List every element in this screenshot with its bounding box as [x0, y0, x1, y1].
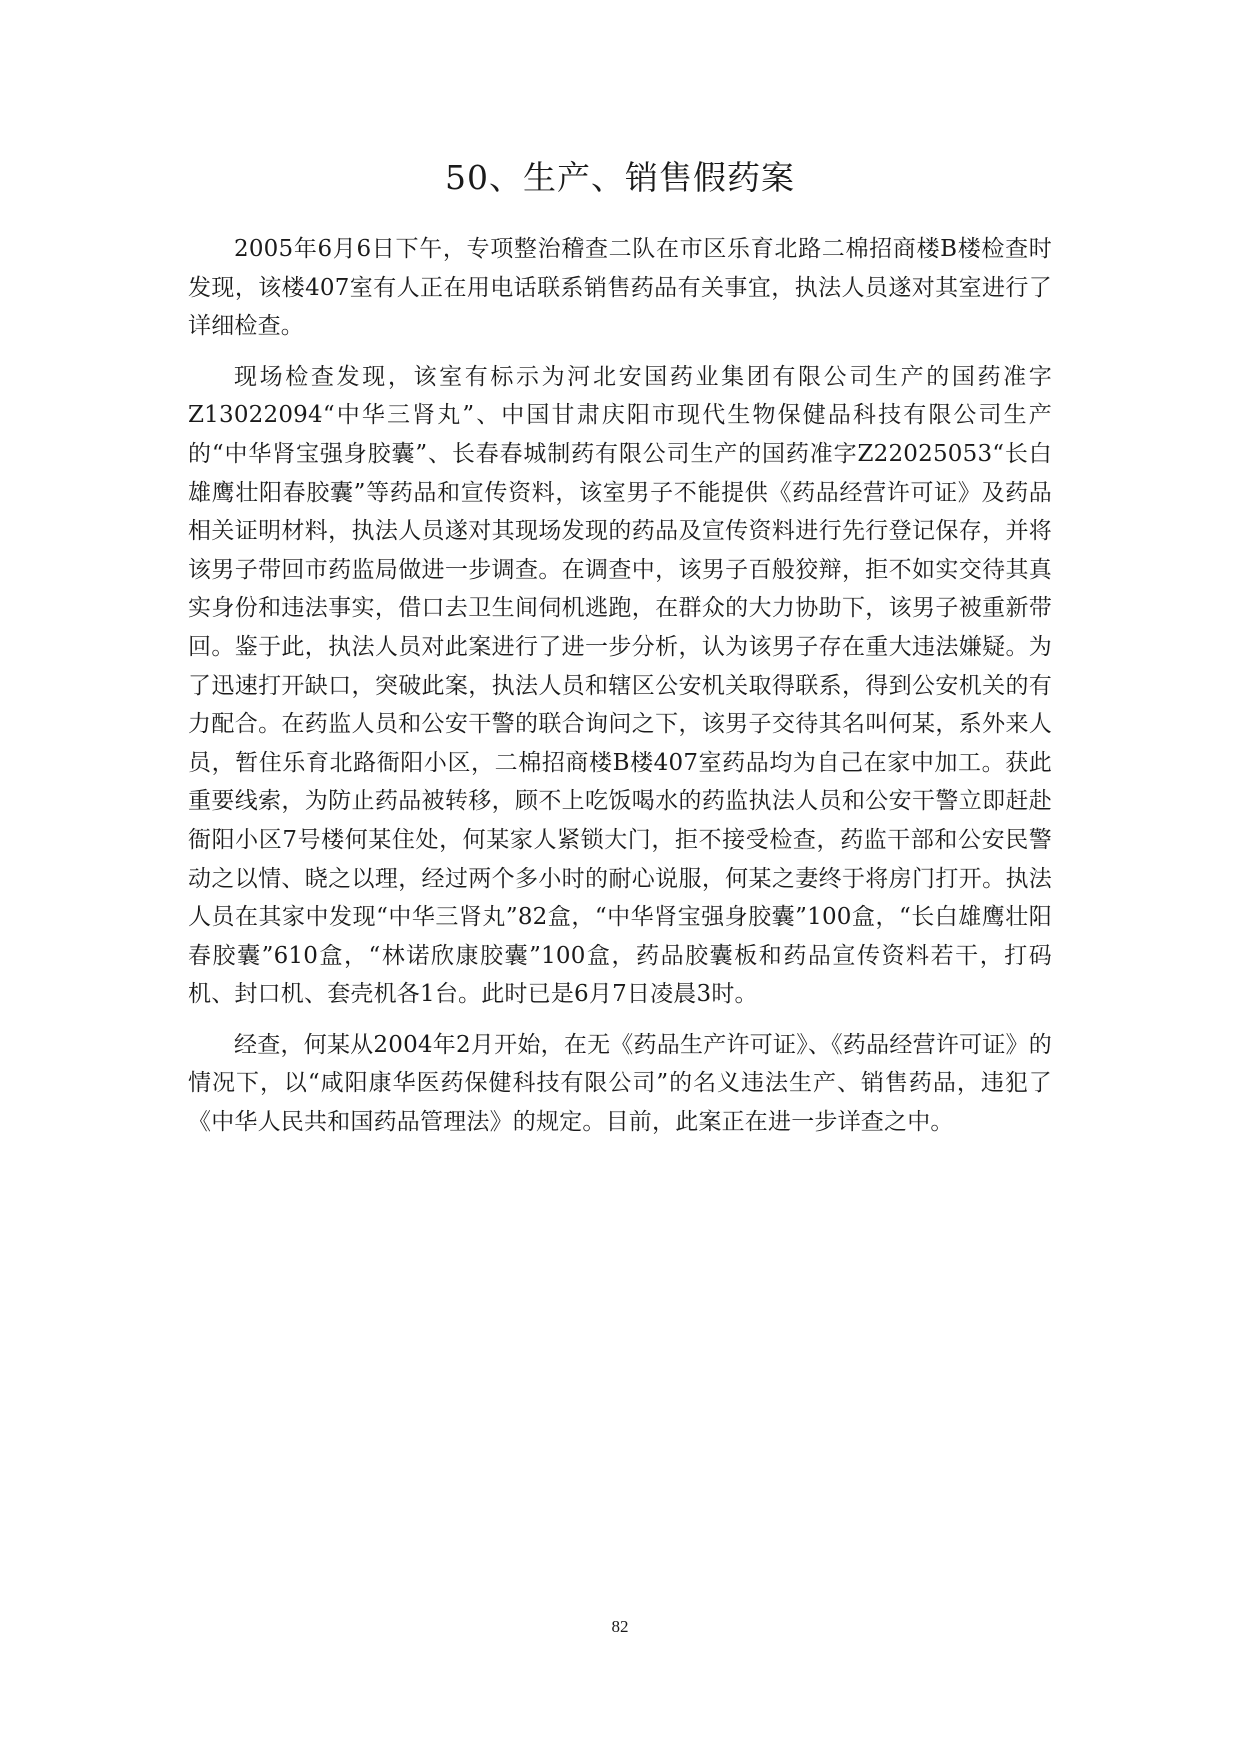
paragraph-1: 2005年6月6日下午，专项整治稽查二队在市区乐育北路二棉招商楼B楼检查时发现，该楼407室有人正在用电话联系销售药品有关事宜，执法人员遂对其室进行了详细检查。 — [188, 236, 1052, 340]
paragraph-2: 现场检查发现，该室有标示为河北安国药业集团有限公司生产的国药准字Z13022094“中华三肾丸”、中国甘肃庆阳市现代生物保健品科技有限公司生产的“中华肾宝强身胶囊”、长春春城制药有限公司生产的国药准字Z22025053“长白雄鹰壮阳春胶囊”等药品和宣传资料，该室男子不能提供《药品经营许可证》及药品相关证明材料，执法人员遂对其现场发现的药品及宣传资料进行先行登记保存，并将该男子带回市药监局做进一步调查。在调查中，该男子百般狡辩，拒不如实交待其真实身份和违法事实，借口去卫生间伺机逃跑，在群众的大力协助下，该男子被重新带回。鉴于此，执法人员对此案进行了进一步分析，认为该男子存在重大违法嫌疑。为了迅速打开缺口，突破此案，执法人员和辖区公安机关取得联系，得到公安机关的有力配合。在药监人员和公安干警的联合询问之下，该男子交待其名叫何某，系外来人员，暂住乐育北路衙阳小区，二棉招商楼B楼407室药品均为自己在家中加工。获此重要线索，为防止药品被转移，顾不上吃饭喝水的药监执法人员和公安干警立即赶赴衙阳小区7号楼何某住处，何某家人紧锁大门，拒不接受检查，药监干部和公安民警动之以情、晓之以理，经过两个多小时的耐心说服，何某之妻终于将房门打开。执法人员在其家中发现“中华三肾丸”82盒，“中华肾宝强身胶囊”100盒，“长白雄鹰壮阳春胶囊”610盒，“林诺欣康胶囊”100盒，药品胶囊板和药品宣传资料若干，打码机、封口机、套壳机各1台。此时已是6月7日凌晨3时。 — [188, 363, 1052, 1008]
paragraph-3: 经查，何某从2004年2月开始，在无《药品生产许可证》、《药品经营许可证》的情况下，以“咸阳康华医药保健科技有限公司”的名义违法生产、销售药品，违犯了《中华人民共和国药品管理法》的规定。目前，此案正在进一步详查之中。 — [188, 1031, 1052, 1136]
document-body — [188, 230, 1052, 1154]
document-title: 50、生产、销售假药案 — [445, 158, 795, 197]
page-number: 82 — [611, 1617, 629, 1636]
